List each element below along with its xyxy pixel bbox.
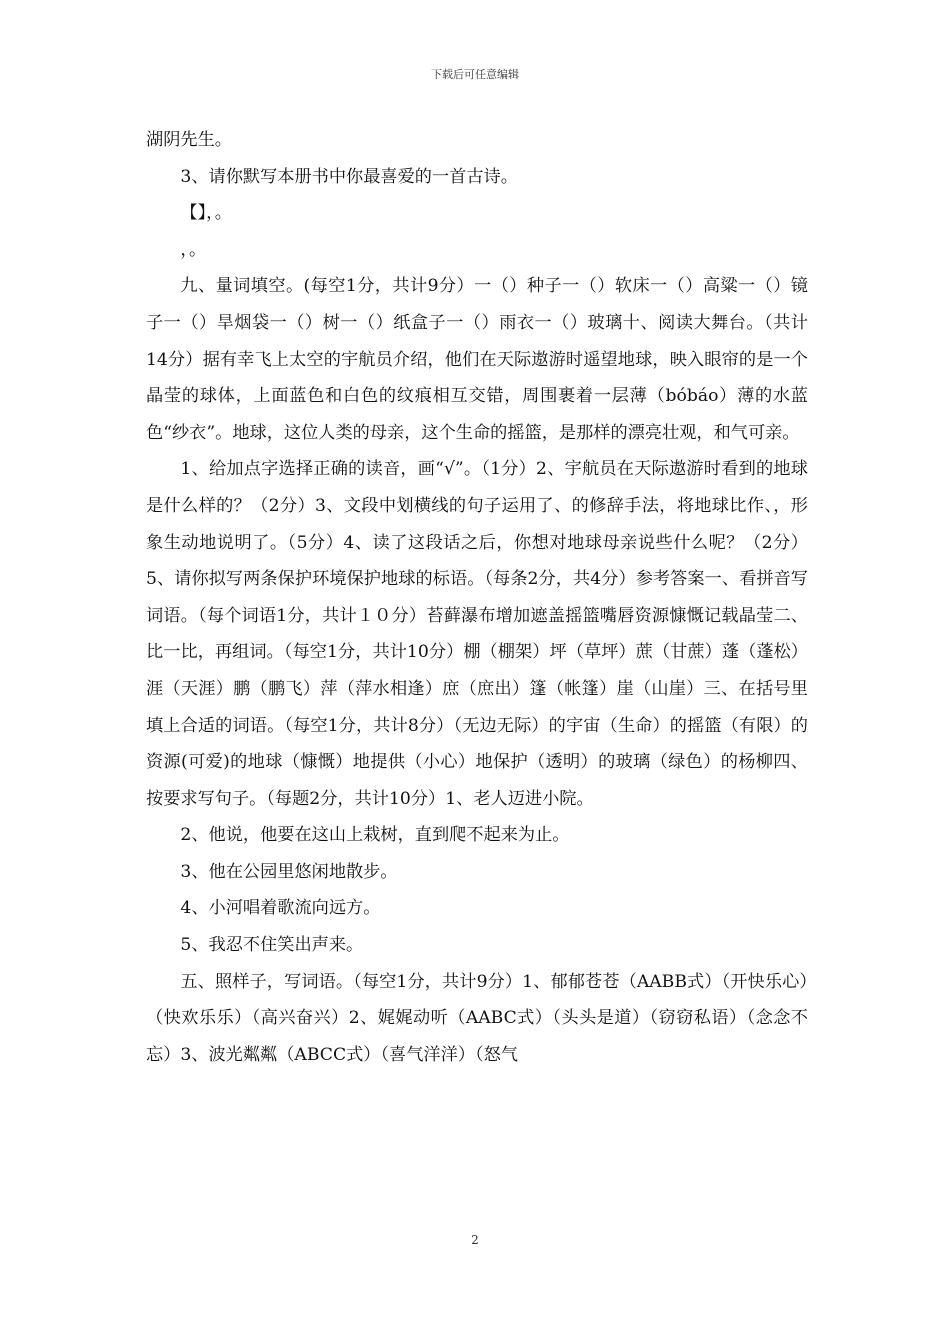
paragraph: 5、我忍不住笑出声来。 — [180, 935, 364, 956]
paragraph: 1、给加点字选择正确的读音，画“√”。（1分）2、宇航员在天际遨游时看到的地球是什么样的？（2分）3、文段中划横线的句子运用了、的修辞手法，将地球比作、，形象生动地说明了。（5分）4、读了这段话之后，你想对地球母亲说些什么呢？（2分）5、请你拟写两条保护环境保护地球的标语。（每条2分，共4分）参考答案一、看拼音写词语。（每个词语1分，共计１０分）苔藓瀑布增加遮盖摇篮嘴唇资源慷慨记载晶莹二、比一比，再组词。（每空1分，共计10分）棚（棚架）坪（草坪）蔗（甘蔗）蓬（蓬松）涯（天涯）鹏（鹏飞）萍（萍水相逢）庶（庶出）篷（帐篷）崖（山崖）三、在括号里填上合适的词语。（每空1分，共计8分）（无边无际）的宇宙（生命）的摇篮（有限）的资源(可爱)的地球（慷慨）地提供（小心）地保护（透明）的玻璃（绿色）的杨柳四、按要求写句子。（每题2分，共计10分）1、老人迈进小院。 — [146, 459, 808, 809]
paragraph: 湖阴先生。 — [146, 130, 232, 150]
paragraph: ，。 — [180, 239, 207, 260]
document-body — [146, 122, 808, 1073]
paragraph: 3、他在公园里悠闲地散步。 — [180, 861, 398, 882]
page-number: 2 — [471, 1233, 479, 1247]
paragraph: 3、请你默写本册书中你最喜爱的一首古诗。 — [180, 166, 518, 187]
paragraph: 4、小河唱着歌流向远方。 — [180, 898, 381, 919]
paragraph: 【】，。 — [180, 203, 232, 224]
paragraph: 九、量词填空。(每空1分，共计9分）一（）种子一（）软床一（）高粱一（）镜子一（）旱烟袋一（）树一（）纸盒子一（）雨衣一（）玻璃十、阅读大舞台。（共计14分）据有幸飞上太空的宇航员介绍，他们在天际遨游时遥望地球，映入眼帘的是一个晶莹的球体，上面蓝色和白色的纹痕相互交错，周围裹着一层薄（bóbáo）薄的水蓝色“纱衣”。地球，这位人类的母亲，这个生命的摇篮，是那样的漂亮壮观，和气可亲。 — [146, 276, 808, 443]
paragraph: 五、照样子，写词语。（每空1分，共计9分）1、郁郁苍苍（AABB式）（开快乐心）（快欢乐乐）（高兴奋兴）2、娓娓动听（AABC式）（头头是道）（窃窃私语）（念念不忘）3、波光粼粼（ABCC式）（喜气洋洋）（怒气 — [146, 971, 808, 1065]
paragraph: 2、他说，他要在这山上栽树，直到爬不起来为止。 — [180, 825, 570, 846]
page-header: 下载后可任意编辑 — [431, 68, 519, 81]
